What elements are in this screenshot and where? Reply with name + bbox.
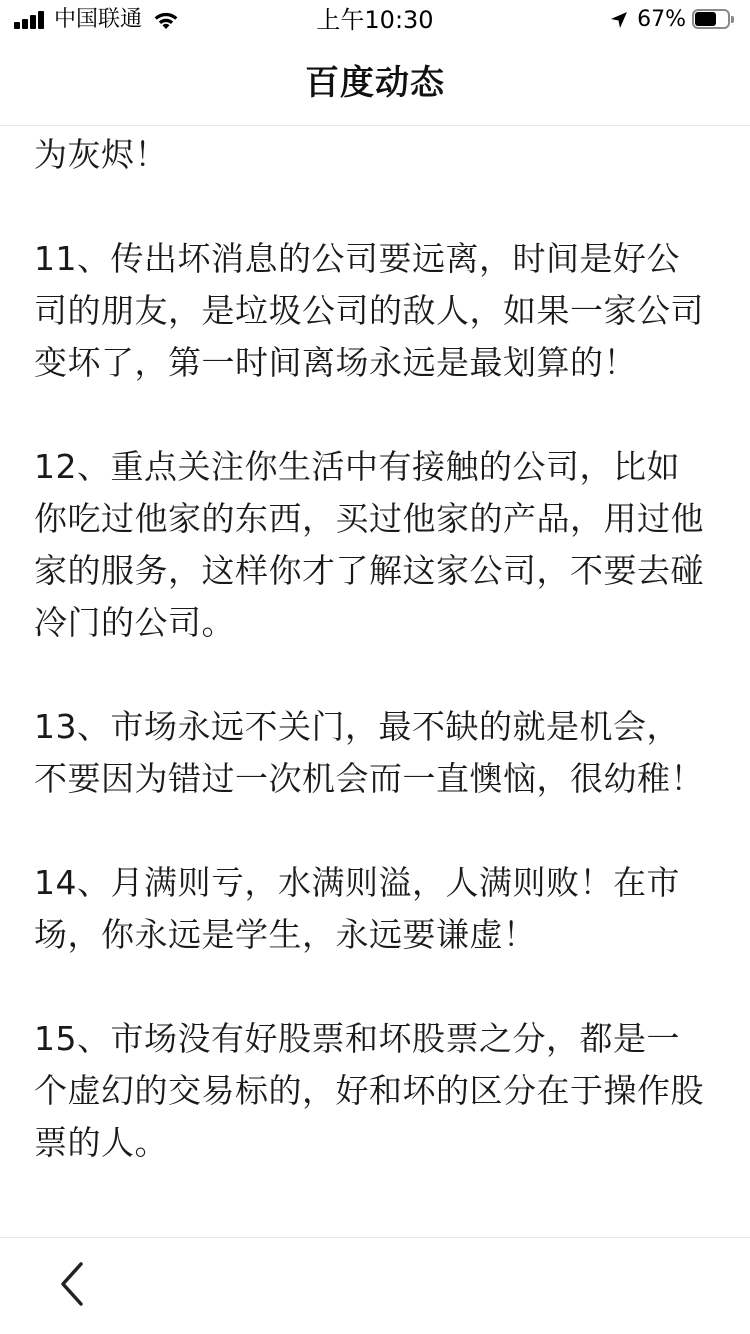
status-bar [0,0,750,40]
location-arrow-icon [609,10,629,30]
chevron-left-icon [57,1260,87,1308]
article-paragraph: 13、市场永远不关门，最不缺的就是机会，不要因为错过一次机会而一直懊恼，很幼稚！ [34,707,704,798]
carrier-label: 中国联通 [54,7,143,32]
article-content[interactable] [34,127,706,1237]
nav-bar [0,40,750,126]
article-paragraph: 11、传出坏消息的公司要远离，时间是好公司的朋友，是垃圾公司的敌人，如果一家公司变坏了，第一时间离场永远是最划算的！ [34,239,704,382]
battery-percent: 67% [637,7,686,32]
page-title: 百度动态 [305,63,445,103]
back-button[interactable] [44,1256,100,1312]
article-paragraph: 15、市场没有好股票和坏股票之分，都是一个虚幻的交易标的，好和坏的区分在于操作股票的人。 [34,1019,704,1162]
status-right [609,7,736,33]
bottom-toolbar [0,1237,750,1334]
status-time: 上午10:30 [316,6,434,34]
article-paragraph: 为灰烬！ [34,135,168,174]
article-paragraph: 14、月满则亏，水满则溢，人满则败！在市场，你永远是学生，永远要谦虚！ [34,863,680,954]
battery-icon [692,9,736,31]
battery-level-fill [695,12,716,26]
article-paragraph: 12、重点关注你生活中有接触的公司，比如你吃过他家的东西，买过他家的产品，用过他家的服务，这样你才了解这家公司，不要去碰冷门的公司。 [34,447,704,642]
